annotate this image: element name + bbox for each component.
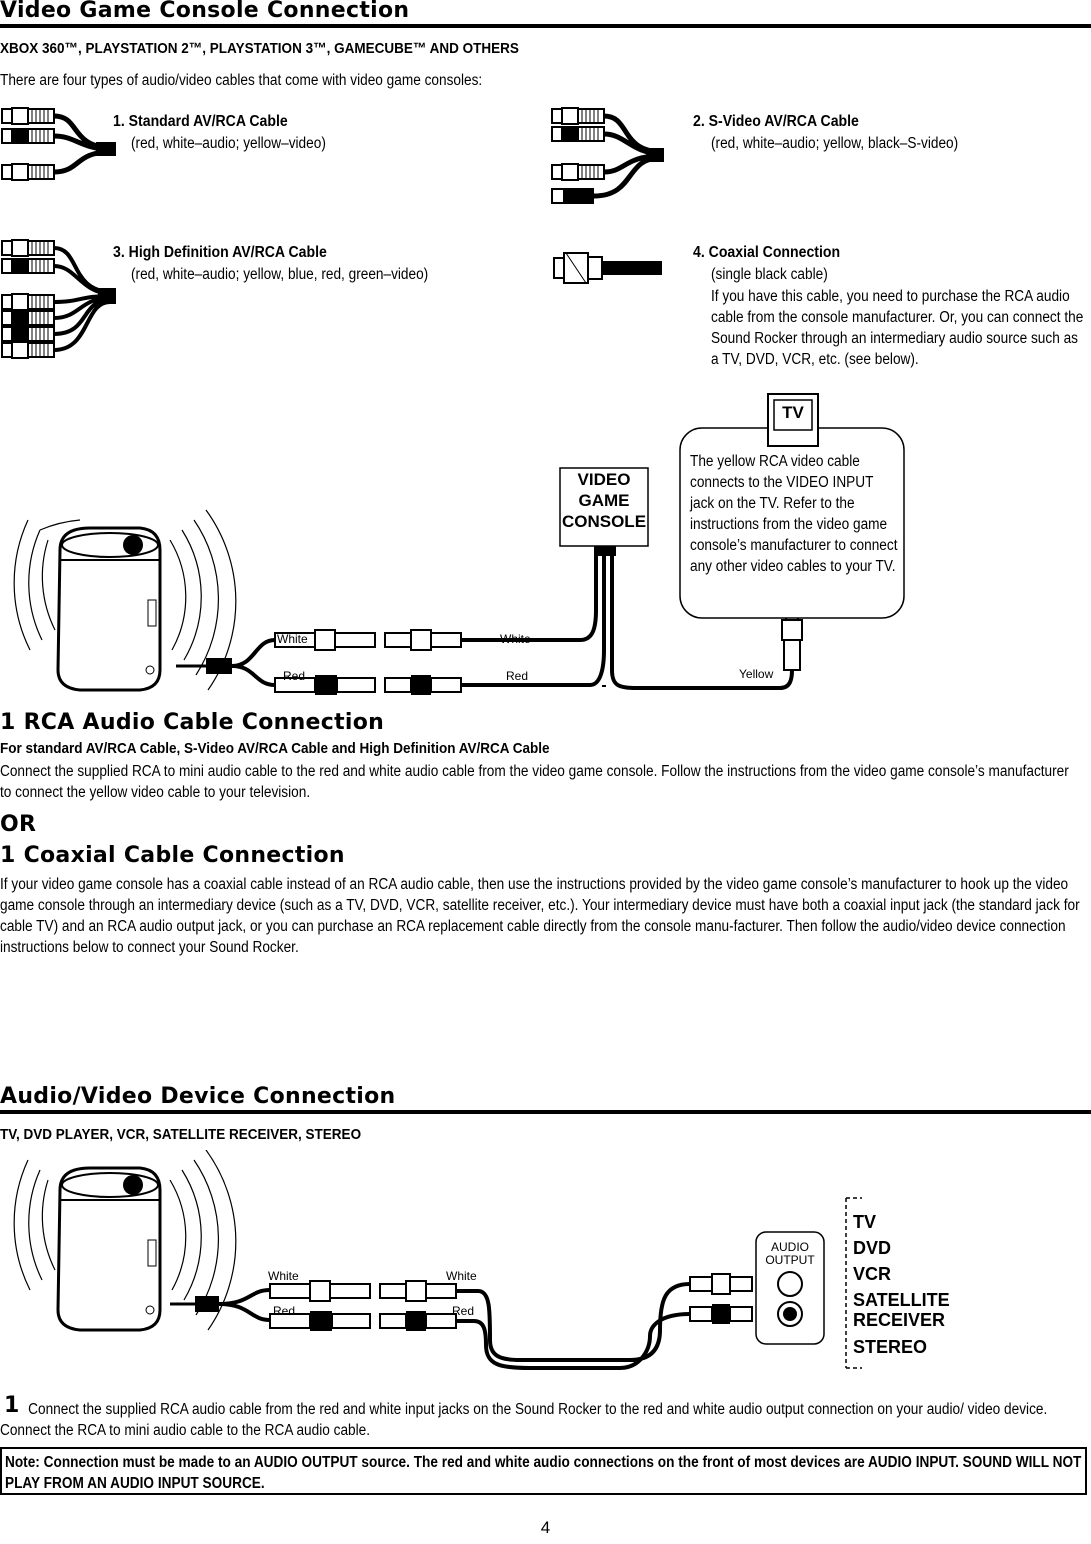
- sound-rocker-speaker-icon: [58, 1168, 160, 1330]
- audio-jack-white: [778, 1272, 802, 1296]
- av-title-rule: [0, 1110, 1091, 1114]
- sound-rocker-speaker-icon: [58, 528, 160, 690]
- device-stereo: STEREO: [853, 1337, 928, 1357]
- cable-2-label: 2. S-Video AV/RCA Cable: [693, 113, 859, 130]
- coax-text: If your video game console has a coaxial cable instead of an RCA audio cable, then use the instructions provided by the video game console’s manufacturer to hook up the video game console through an intermediary device (such as a TV, DVD, VCR, satellite receiver, etc.). Your intermediary device must have both a coaxial input jack (the standard jack for cable TV) and an RCA audio output jack, or you can purchase an RCA replacement cable directly from the console manu-facturer. Then follow the audio/video device connection instructions below to connect your Sound Rocker.: [0, 876, 1080, 956]
- white-label-left: White: [277, 632, 308, 646]
- device-vcr: VCR: [853, 1264, 892, 1284]
- section-title-game: Video Game Console Connection: [0, 0, 410, 23]
- cable-4-label: 4. Coaxial Connection: [693, 244, 841, 261]
- cable-1-label: 1. Standard AV/RCA Cable: [113, 113, 288, 130]
- av-step-text: Connect the supplied RCA audio cable from the red and white input jacks on the Sound Rocker to the red and white audio output connection on your audio/ video device. Connect the RCA to mini audio cable to the RCA audio cable.: [0, 1401, 1048, 1439]
- standard-cable-icon: [2, 108, 116, 180]
- device-list: [853, 1209, 953, 1360]
- device-dvd: DVD: [853, 1238, 892, 1258]
- hd-cable-icon: [2, 240, 116, 358]
- rca-subtitle: For standard AV/RCA Cable, S-Video AV/RCA Cable and High Deﬁnition AV/RCA Cable: [0, 740, 550, 757]
- title-rule: [0, 24, 1091, 28]
- rca-title: 1 RCA Audio Cable Connection: [0, 710, 385, 735]
- white-rca-plug-left-icon: [270, 1281, 370, 1301]
- cable-1-desc: (red, white–audio; yellow–video): [131, 135, 326, 152]
- rca-text: Connect the supplied RCA to mini audio cable to the red and white audio cable from the video game console. Follow the instructions from the video game console’s manufacturer to connect the yellow video cable to your television.: [0, 763, 1069, 801]
- coaxial-cable-icon: [554, 253, 662, 283]
- device-tv: TV: [853, 1212, 877, 1232]
- cable-4-note: If you have this cable, you need to purchase the RCA audio cable from the console manufacturer. Or, you can connect the Sound Rocker through an intermediary audio source such as a TV, DVD, VCR, etc. (see below).: [711, 288, 1084, 368]
- note-box: [0, 1447, 1087, 1495]
- device-satellite-receiver: SATELLITE RECEIVER: [853, 1290, 950, 1330]
- av-red-label-right: Red: [452, 1304, 475, 1318]
- white-rca-plug-right-icon: [385, 630, 461, 650]
- red-rca-plug-right-icon: [385, 675, 461, 695]
- cable-3-label: 3. High Deﬁnition AV/RCA Cable: [113, 244, 327, 261]
- coax-title: 1 Coaxial Cable Connection: [0, 843, 345, 868]
- platforms-line: XBOX 360™, PLAYSTATION 2™, PLAYSTATION 3™, GAMECUBE™ AND OTHERS: [0, 40, 519, 57]
- note-text: Note: Connection must be made to an AUDIO OUTPUT source. The red and white audio connections on the front of most devices are AUDIO INPUT. SOUND WILL NOT PLAY FROM AN AUDIO INPUT SOURCE.: [5, 1454, 1082, 1492]
- av-white-label-left: White: [268, 1269, 299, 1283]
- console-connection-diagram: [0, 390, 1091, 710]
- or-label: OR: [0, 812, 37, 837]
- audio-output-label: AUDIO OUTPUT: [765, 1240, 815, 1267]
- yellow-label: Yellow: [739, 667, 774, 681]
- tv-note-text: The yellow RCA video cable connects to the VIDEO INPUT jack on the TV. Refer to the instructions from the video game console’s manufacturer to connect any other video cables to your TV.: [690, 453, 898, 575]
- page-number: 4: [540, 1518, 551, 1537]
- section-title-av: Audio/Video Device Connection: [0, 1084, 396, 1109]
- av-red-label-left: Red: [273, 1304, 296, 1318]
- av-subtitle: TV, DVD PLAYER, VCR, SATELLITE RECEIVER, STEREO: [0, 1126, 362, 1143]
- av-step-number: 1: [4, 1393, 20, 1418]
- red-label-right: Red: [506, 669, 529, 683]
- red-label-left: Red: [283, 669, 306, 683]
- audio-output-white-plug-icon: [690, 1274, 752, 1294]
- cable-4-desc: (single black cable): [711, 266, 828, 283]
- audio-output-red-plug-icon: [690, 1304, 752, 1324]
- av-white-label-right: White: [446, 1269, 477, 1283]
- red-rca-plug-right-icon: [380, 1311, 456, 1331]
- tv-label: TV: [782, 403, 804, 422]
- cable-3-desc: (red, white–audio; yellow, blue, red, green–video): [131, 266, 429, 283]
- cable-2-desc: (red, white–audio; yellow, black–S-video): [711, 135, 959, 152]
- console-label: VIDEO GAME CONSOLE: [561, 470, 647, 531]
- intro-text: There are four types of audio/video cables that come with video game consoles:: [0, 72, 483, 89]
- mini-plug-icon: [170, 1290, 270, 1320]
- white-label-right: White: [500, 632, 531, 646]
- svideo-cable-icon: [552, 108, 664, 204]
- white-rca-plug-right-icon: [380, 1281, 456, 1301]
